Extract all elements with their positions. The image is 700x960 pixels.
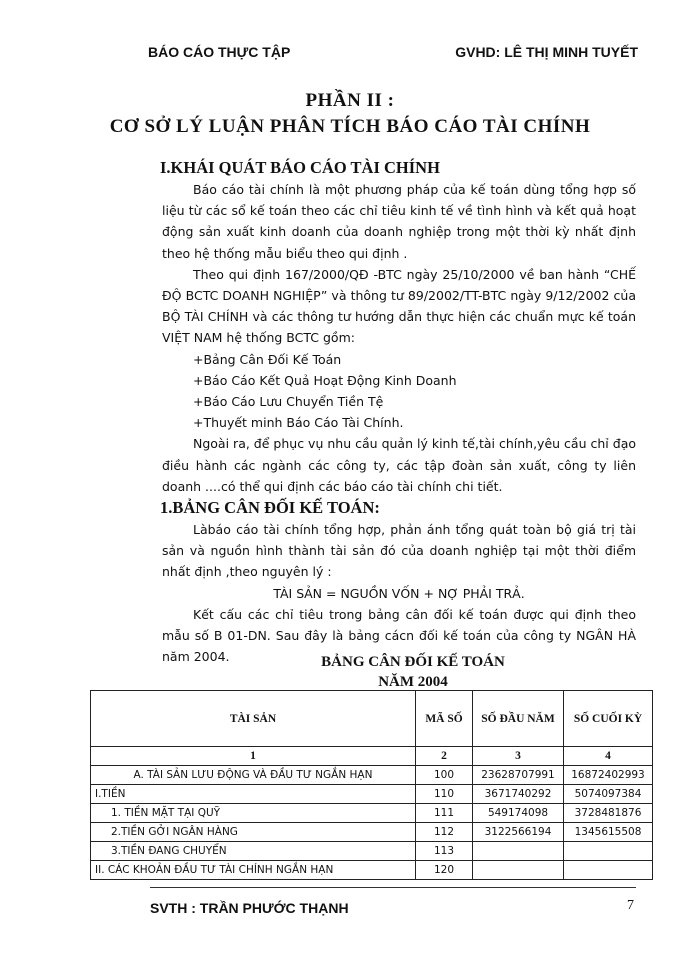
table-row [91,804,653,823]
section-1-paragraph-1: Báo cáo tài chính là một phương pháp của kế toán dùng tổng hợp số liệu từ các sổ kế toán theo các chỉ tiêu kinh tế về tình hình và kết quả hoạt động sản xuất kinh doanh của doanh nghiệp trong một thời kỳ nhất định theo hệ thống mẫu biểu theo qui định . [162,182,636,261]
col-number: 3 [473,747,564,766]
col-header-end: SỐ CUỐI KỲ [564,691,653,747]
col-header-asset: TÀI SẢN [91,691,416,747]
balance-sheet-table [90,690,653,880]
table-subtitle: NĂM 2004 [378,674,448,690]
col-number: 2 [416,747,473,766]
row-name: A. TÀI SẢN LƯU ĐỘNG VÀ ĐẦU TƯ NGẮN HẠN [91,766,416,785]
row-name: 3.TIỀN ĐANG CHUYỂN [91,842,416,861]
part-title: PHẦN II : [305,90,395,111]
section-1 [162,157,636,667]
report-list-item: +Bảng Cân Đối Kế Toán [193,351,342,367]
row-name: II. CÁC KHOẢN ĐẦU TƯ TÀI CHÍNH NGẮN HẠN [91,861,416,880]
row-end: 3728481876 [564,804,653,823]
row-begin [473,842,564,861]
row-code: 100 [416,766,473,785]
row-begin: 3671740292 [473,785,564,804]
row-code: 111 [416,804,473,823]
section-1-heading: I.KHÁI QUÁT BÁO CÁO TÀI CHÍNH [160,158,440,177]
row-begin [473,861,564,880]
col-header-code: MÃ SỐ [416,691,473,747]
row-name: 2.TIỀN GỞI NGÂN HÀNG [91,823,416,842]
report-list-item: +Báo Cáo Kết Quả Hoạt Động Kinh Doanh [193,372,457,388]
page-number: 7 [627,898,634,913]
footer-author: SVTH : TRẦN PHƯỚC THẠNH [150,900,349,916]
table-row [91,842,653,861]
balance-formula: TÀI SẢN = NGUỒN VỐN + NỢ PHẢI TRẢ. [273,585,525,601]
row-end [564,861,653,880]
section-2-paragraph-1: Làbáo cáo tài chính tổng hợp, phản ánh tổng quát toàn bộ giá trị tài sản và nguồn hình thành tài sản đó của doanh nghiệp tại một thời điểm nhất định ,theo nguyên lý : [162,522,636,580]
chapter-title: CƠ SỞ LÝ LUẬN PHÂN TÍCH BÁO CÁO TÀI CHÍNH [109,116,591,137]
col-number: 1 [91,747,416,766]
header-right: GVHD: LÊ THỊ MINH TUYẾT [455,44,638,60]
col-header-begin: SỐ ĐẦU NĂM [473,691,564,747]
row-begin: 3122566194 [473,823,564,842]
table-title: BẢNG CÂN ĐỐI KẾ TOÁN [321,654,505,670]
header-left: BÁO CÁO THỰC TẬP [148,44,291,60]
section-2-paragraph-2: Kết cấu các chỉ tiêu trong bảng cân đối kế toán được qui định theo mẫu số B 01-DN. Sau đây là bảng cácn đối kế toán của công ty NGÂN HÀ năm 2004. [162,606,636,665]
row-code: 112 [416,823,473,842]
row-name: 1. TIỀN MẶT TẠI QUỸ [91,804,416,823]
footer-rule [150,887,636,888]
row-code: 110 [416,785,473,804]
report-list-item: +Thuyết minh Báo Cáo Tài Chính. [193,415,404,431]
section-1-paragraph-2: Theo qui định 167/2000/QĐ -BTC ngày 25/10/2000 về ban hành “CHẾ ĐỘ BCTC DOANH NGHIỆP” và thông tư 89/2002/TT-BTC ngày 9/12/2002 của BỘ TÀI CHÍNH và các thông tư hướng dẫn thực hiện các chuẩn mực kế toán VIỆT NAM hệ thống BCTC gồm: [162,266,636,346]
row-end: 1345615508 [564,823,653,842]
row-code: 120 [416,861,473,880]
section-2-heading: 1.BẢNG CÂN ĐỐI KẾ TOÁN: [160,498,380,518]
table-row [91,766,653,785]
table-row [91,823,653,842]
report-list-item: +Báo Cáo Lưu Chuyển Tiền Tệ [193,394,384,410]
row-end: 5074097384 [564,785,653,804]
row-begin: 549174098 [473,804,564,823]
row-end: 16872402993 [564,766,653,785]
row-end [564,842,653,861]
col-number: 4 [564,747,653,766]
row-begin: 23628707991 [473,766,564,785]
table-row [91,785,653,804]
table-row [91,861,653,880]
section-1-paragraph-3: Ngoài ra, để phục vụ nhu cầu quản lý kinh tế,tài chính,yêu cầu chỉ đạo điều hành các ngành các công ty, các tập đoàn sản xuất, công ty liên doanh ....có thể qui định các báo cáo tài chính chi tiết. [162,436,636,494]
row-code: 113 [416,842,473,861]
row-name: I.TIỀN [91,785,416,804]
